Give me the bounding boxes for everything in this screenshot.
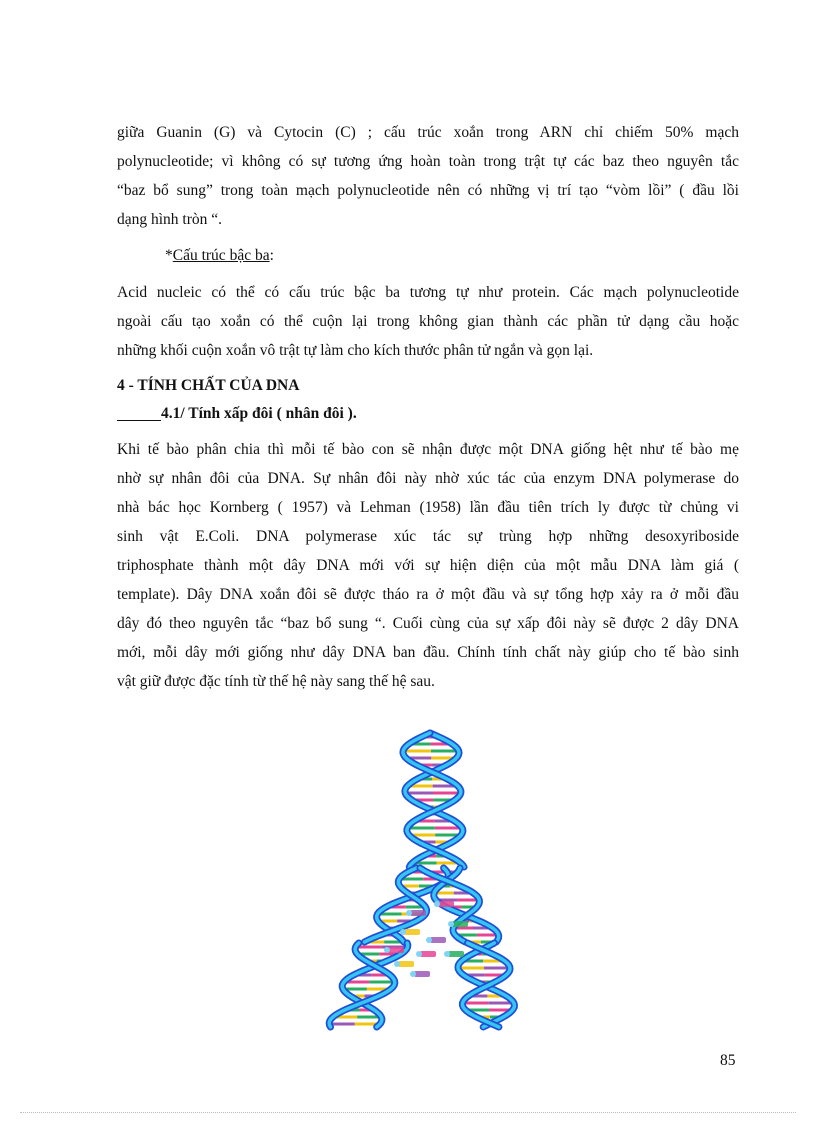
nucleotide-sugar	[416, 951, 422, 957]
free-nucleotide	[430, 937, 446, 943]
free-nucleotide	[452, 921, 468, 927]
colon: :	[269, 247, 274, 264]
text-line: sinh vật E.Coli. DNA polymerase xúc tác sự trùng hợp những desoxyriboside	[117, 528, 739, 545]
text-line: mới, mỗi dây mới giống như dây DNA ban đầu. Chính tính chất này giúp cho tế bào sinh	[117, 644, 739, 661]
paragraph-replication	[117, 435, 739, 696]
nucleotide-sugar	[434, 901, 440, 907]
text-line: những khối cuộn xoắn vô trật tự làm cho kích thước phân tử ngắn và gọn lại.	[117, 342, 594, 359]
free-nucleotide	[414, 971, 430, 977]
free-nucleotide	[448, 951, 464, 957]
paragraph-secondary-structure	[117, 118, 739, 234]
page-bottom-border	[20, 1112, 796, 1113]
free-nucleotide	[388, 947, 404, 953]
indent-rule	[117, 420, 161, 421]
text-line: Acid nucleic có thể có cấu trúc bậc ba tương tự như protein. Các mạch polynucleotide	[117, 284, 739, 301]
nucleotide-sugar	[410, 971, 416, 977]
nucleotide-sugar	[400, 929, 406, 935]
free-nucleotide	[420, 951, 436, 957]
text-line: “baz bổ sung” trong toàn mạch polynucleotide nên có những vị trí tạo “vòm lồi” ( đầu lồi	[117, 182, 739, 199]
text-line: dây đó theo nguyên tắc “baz bổ sung “. Cuối cùng của sự xấp đôi này sẽ được 2 dây DNA	[117, 615, 739, 632]
tertiary-structure-heading	[165, 247, 274, 265]
text-line: nhờ sự nhân đôi của DNA. Sự nhân đôi này nhờ xúc tác của enzym DNA polymerase do	[117, 470, 739, 487]
paragraph-tertiary-structure	[117, 278, 739, 365]
text-line: ngoài cấu tạo xoắn có thể cuộn lại trong không gian thành các phần tử dạng cầu hoặc	[117, 313, 739, 330]
text-line: vật giữ được đặc tính từ thế hệ này sang thế hệ sau.	[117, 673, 435, 690]
free-nucleotide	[404, 929, 420, 935]
nucleotide-sugar	[394, 961, 400, 967]
free-nucleotide	[410, 910, 426, 916]
text-line: nhà bác học Kornberg ( 1957) và Lehman (1958) lần đầu tiên trích ly được từ chủng vi	[117, 499, 739, 516]
text-line: polynucleotide; vì không có sự tương ứng hoàn toàn trong trật tự các baz theo nguyên tắc	[117, 153, 739, 170]
subsection-heading: 4.1/ Tính xấp đôi ( nhân đôi ).	[161, 405, 357, 422]
nucleotide-sugar	[448, 921, 454, 927]
tertiary-structure-label: Cấu trúc bậc ba	[172, 247, 270, 264]
nucleotide-sugar	[426, 937, 432, 943]
free-nucleotide	[438, 901, 454, 907]
page-number: 85	[720, 1052, 736, 1069]
free-nucleotide	[398, 961, 414, 967]
section-heading: 4 - TÍNH CHẤT CỦA DNA	[117, 377, 300, 394]
text-line: triphosphate thành một dây DNA mới với sự hiện diện của một mẫu DNA làm giá (	[117, 557, 739, 574]
nucleotide-sugar	[384, 947, 390, 953]
nucleotide-sugar	[406, 910, 412, 916]
text-line: giữa Guanin (G) và Cytocin (C) ; cấu trúc xoắn trong ARN chỉ chiếm 50% mạch	[117, 124, 739, 141]
text-line: Khi tế bào phân chia thì mỗi tế bào con sẽ nhận được một DNA giống hệt như tế bào mẹ	[117, 441, 739, 458]
dna-replication-figure	[300, 728, 560, 1033]
text-line: dạng hình tròn “.	[117, 211, 223, 228]
text-line: template). Dây DNA xoắn đôi sẽ được tháo ra ở một đầu và sự tổng hợp xảy ra ở mỗi đầu	[117, 586, 739, 603]
star-marker: *	[165, 247, 173, 264]
nucleotide-sugar	[444, 951, 450, 957]
